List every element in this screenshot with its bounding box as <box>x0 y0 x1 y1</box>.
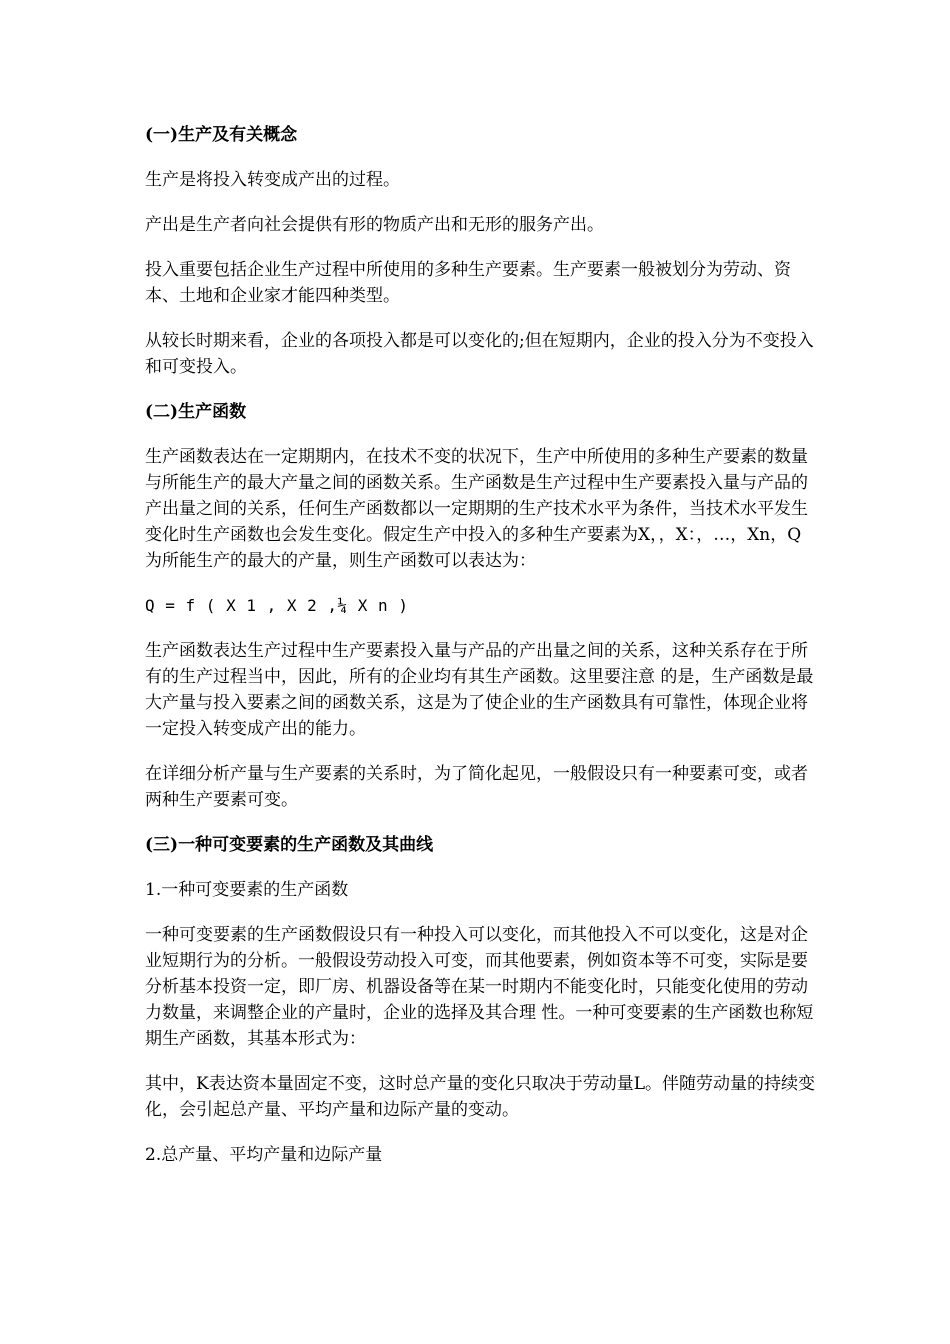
subsection-title: 2.总产量、平均产量和边际产量 <box>145 1145 383 1165</box>
document-page <box>145 122 815 1187</box>
section-heading-3: (三)一种可变要素的生产函数及其曲线 <box>145 835 434 855</box>
paragraph: 其中，K表达资本量固定不变，这时总产量的变化只取决于劳动量L。伴随劳动量的持续变化，会引起总产量、平均产量和边际产量的变动。 <box>145 1074 815 1120</box>
subsection-title: 1.一种可变要素的生产函数 <box>145 880 349 900</box>
paragraph: 生产函数表达在一定期期内，在技术不变的状况下，生产中所使用的多种生产要素的数量与所能生产的最大产量之间的函数关系。生产函数是生产过程中生产要素投入量与产品的产出量之间的关系，任何生产函数都以一定期期的生产技术水平为条件，当技术水平发生变化时生产函数也会发生变化。假定生产中投入的多种生产要素为X，，X：，…，Xn，Q为所能生产的最大的产量，则生产函数可以表达为： <box>145 447 808 571</box>
paragraph: 从较长时期来看，企业的各项投入都是可以变化的;但在短期内，企业的投入分为不变投入和可变投入。 <box>145 331 814 377</box>
production-function-formula: Q = f ( X 1 , X 2 ,¼ X n ) <box>145 596 409 615</box>
paragraph: 在详细分析产量与生产要素的关系时，为了简化起见，一般假设只有一种要素可变，或者两种生产要素可变。 <box>145 764 808 810</box>
section-heading-2: (二)生产函数 <box>145 402 247 422</box>
paragraph: 产出是生产者向社会提供有形的物质产出和无形的服务产出。 <box>145 215 604 235</box>
paragraph: 生产是将投入转变成产出的过程。 <box>145 170 400 190</box>
paragraph: 投入重要包括企业生产过程中所使用的多种生产要素。生产要素一般被划分为劳动、资本、土地和企业家才能四种类型。 <box>145 260 791 306</box>
paragraph: 一种可变要素的生产函数假设只有一种投入可以变化，而其他投入不可以变化，这是对企业短期行为的分析。一般假设劳动投入可变，而其他要素，例如资本等不可变，实际是要分析基本投资一定，即厂房、机器设备等在某一时期内不能变化时，只能变化使用的劳动力数量，来调整企业的产量时，企业的选择及其合理 性。一种可变要素的生产函数也称短期生产函数，其基本形式为： <box>145 925 814 1049</box>
section-heading-1: (一)生产及有关概念 <box>145 125 298 145</box>
paragraph: 生产函数表达生产过程中生产要素投入量与产品的产出量之间的关系，这种关系存在于所有的生产过程当中，因此，所有的企业均有其生产函数。这里要注意 的是，生产函数是最大产量与投入要素之间的函数关系，这是为了使企业的生产函数具有可靠性，体现企业将一定投入转变成产出的能力。 <box>145 641 814 739</box>
